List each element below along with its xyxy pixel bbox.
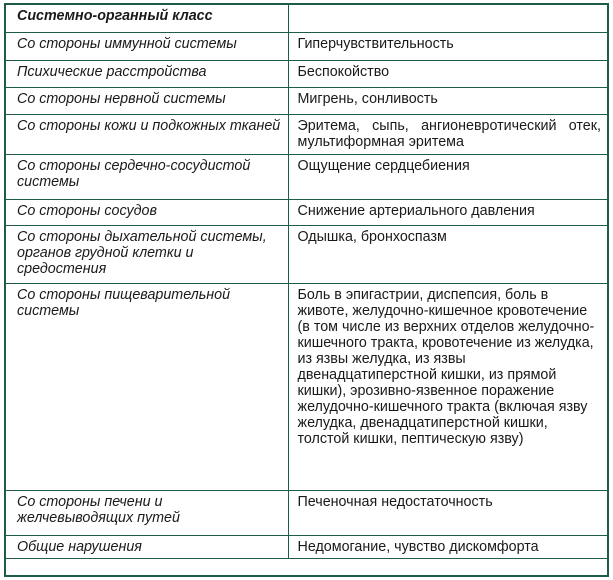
table-row: [6, 32, 607, 60]
system-class-cell: Со стороны нервной системы: [6, 87, 288, 114]
effect-cell: Беспокойство: [288, 60, 607, 87]
table-row: [6, 283, 607, 490]
table-row: [6, 199, 607, 225]
table-row: [6, 225, 607, 283]
system-class-cell: Со стороны пищеварительной системы: [6, 283, 288, 490]
table-row: [6, 154, 607, 199]
table-row: [6, 490, 607, 535]
system-class-cell: Со стороны сердечно-сосудистой системы: [6, 154, 288, 199]
adverse-effects-table: [6, 5, 607, 559]
effect-cell: Недомогание, чувство дискомфорта: [288, 535, 607, 558]
effect-cell: Мигрень, сонливость: [288, 87, 607, 114]
system-class-cell: Со стороны сосудов: [6, 199, 288, 225]
header-effect: [288, 5, 607, 32]
header-system-class: Системно-органный класс: [6, 5, 288, 32]
adverse-effects-table-frame: [4, 3, 609, 577]
system-class-cell: Со стороны дыхательной системы, органов грудной клетки и средостения: [6, 225, 288, 283]
effect-cell: Ощущение сердцебиения: [288, 154, 607, 199]
table-row: [6, 60, 607, 87]
table-row: [6, 114, 607, 154]
table-header-row: [6, 5, 607, 32]
system-class-cell: Со стороны кожи и подкожных тканей: [6, 114, 288, 154]
effect-cell: Одышка, бронхоспазм: [288, 225, 607, 283]
table-row: [6, 535, 607, 558]
system-class-cell: Психические расстройства: [6, 60, 288, 87]
effect-cell: Печеночная недостаточность: [288, 490, 607, 535]
system-class-cell: Со стороны печени и желчевыводящих путей: [6, 490, 288, 535]
system-class-cell: Со стороны иммунной системы: [6, 32, 288, 60]
table-row: [6, 87, 607, 114]
effect-cell: Снижение артериального давления: [288, 199, 607, 225]
system-class-cell: Общие нарушения: [6, 535, 288, 558]
effect-cell: Боль в эпигастрии, диспепсия, боль в животе, желудочно-кишечное кровотечение (в том числе из верхних отделов желудочно-кишечного тракта, кровотечение из желудка, из язвы желудка, из язвы двенадцатиперстной кишки, из прямой кишки), эрозивно-язвенное поражение желудочно-кишечного тракта (включая язву желудка, двенадцатиперстной кишки, толстой кишки, пептическую язву): [288, 283, 607, 490]
effect-cell: Гиперчувствительность: [288, 32, 607, 60]
effect-cell: Эритема, сыпь, ангионевротический отек, мультиформная эритема: [288, 114, 607, 154]
